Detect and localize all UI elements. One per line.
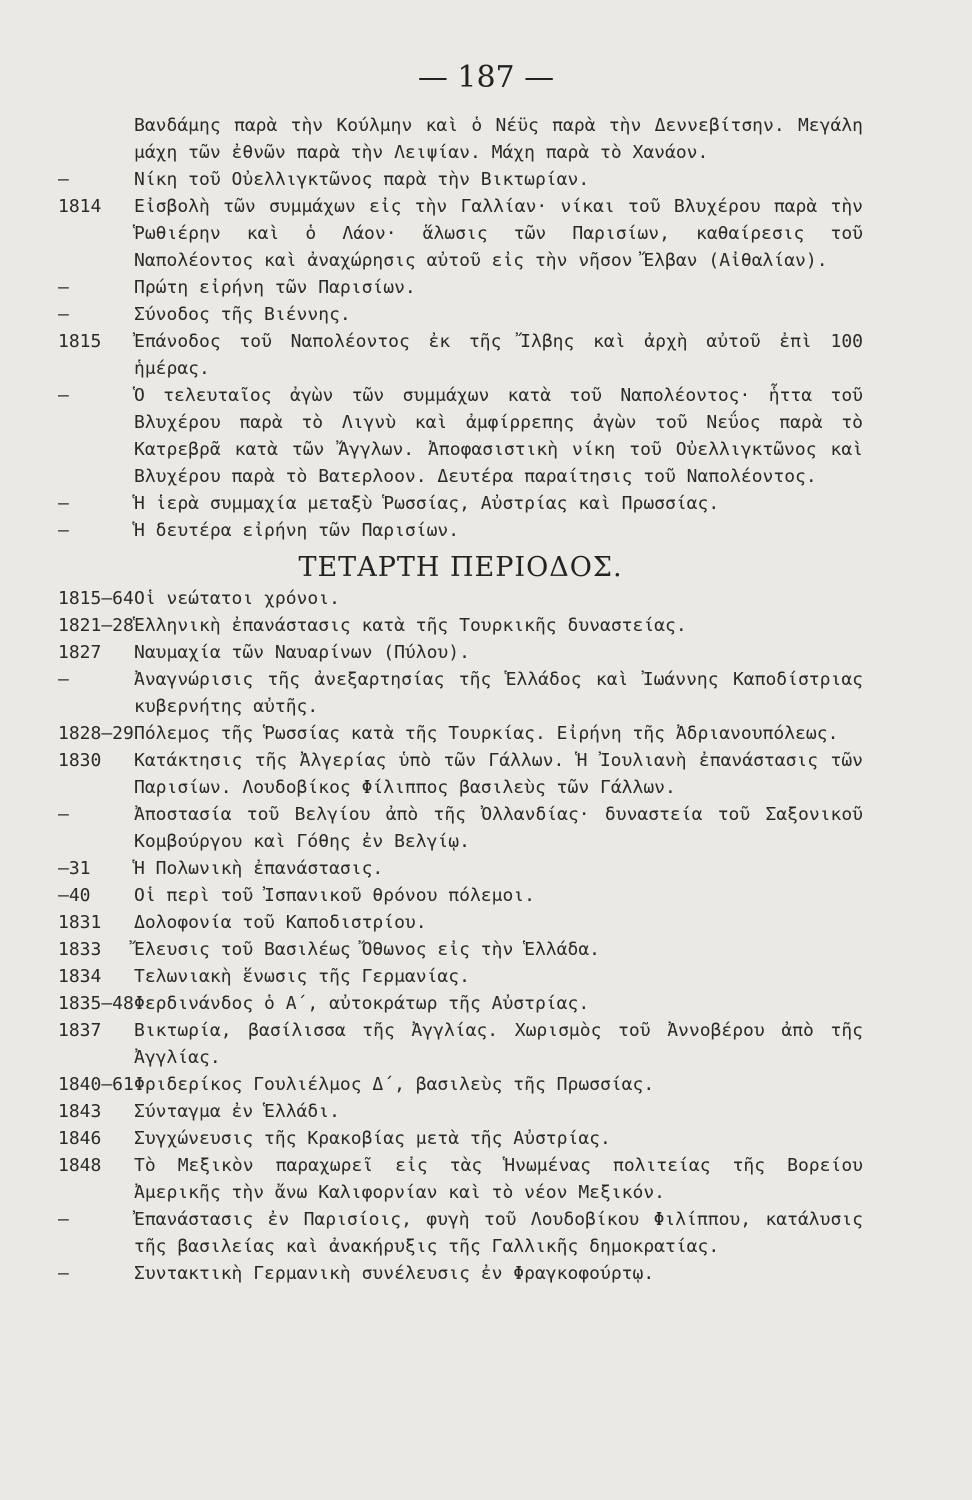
chronology-entry xyxy=(58,882,863,909)
entry-text: Βικτωρία, βασίλισσα τῆς Ἀγγλίας. Χωρισμὸς τοῦ Ἀννοβέρου ἀπὸ τῆς Ἀγγλίας. xyxy=(134,1020,863,1068)
entry-date: 1848 xyxy=(58,1155,102,1176)
entry-date: 1833 xyxy=(58,939,102,960)
entry-date: — xyxy=(58,169,69,190)
chronology-entry xyxy=(58,963,863,990)
entry-text: Συγχώνευσις τῆς Κρακοβίας μετὰ τῆς Αὐστρίας. xyxy=(134,1128,611,1149)
entry-text: Σύνοδος τῆς Βιέννης. xyxy=(134,304,351,325)
chronology-entry xyxy=(58,112,863,166)
entry-date: — xyxy=(58,304,69,325)
entry-date: — xyxy=(58,1263,69,1284)
entry-date: — xyxy=(58,1209,69,1230)
chronology-entry xyxy=(58,1125,863,1152)
entry-date: 1828—29 xyxy=(58,723,134,744)
entry-date: 1840—61 xyxy=(58,1074,134,1095)
entry-text: Οἱ νεώτατοι χρόνοι. xyxy=(134,588,340,609)
chronology-entry xyxy=(58,193,863,274)
entry-text: Κατάκτησις τῆς Ἀλγερίας ὑπὸ τῶν Γάλλων. Ἡ Ἰουλιανὴ ἐπανάστασις τῶν Παρισίων. Λουδοβίκος Φίλιππος βασιλεὺς τῶν Γάλλων. xyxy=(134,750,863,798)
chronology-entry xyxy=(58,274,863,301)
entry-date: 1835—48 xyxy=(58,993,134,1014)
entry-text: Πρώτη εἰρήνη τῶν Παρισίων. xyxy=(134,277,416,298)
entry-text: Ὁ τελευταῖος ἀγὼν τῶν συμμάχων κατὰ τοῦ Ναπολέοντος· ἧττα τοῦ Βλυχέρου παρὰ τὸ Λιγνὺ καὶ ἀμφίρρεπης ἀγὼν τοῦ Νεΰος παρὰ τὸ Κατρεβρᾶ κατὰ τῶν Ἄγγλων. Ἀποφασιστικὴ νίκη τοῦ Οὐελλιγκτῶνος καὶ Βλυχέρου παρὰ τὸ Βατερλοον. Δευτέρα παραίτησις τοῦ Ναπολέοντος. xyxy=(134,385,863,487)
entry-text: Ἡ ἱερὰ συμμαχία μεταξὺ Ῥωσσίας, Αὐστρίας καὶ Πρωσσίας. xyxy=(134,493,720,514)
entry-text: Ἐπάνοδος τοῦ Ναπολέοντος ἐκ τῆς Ἴλβης καὶ ἀρχὴ αὐτοῦ ἐπὶ 100 ἡμέρας. xyxy=(134,331,863,379)
entry-text: Τελωνιακὴ ἕνωσις τῆς Γερμανίας. xyxy=(134,966,470,987)
chronology-entry xyxy=(58,801,863,855)
chronology-entry xyxy=(58,666,863,720)
entry-text: Τὸ Μεξικὸν παραχωρεῖ εἰς τὰς Ἡνωμένας πολιτείας τῆς Βορείου Ἀμερικῆς τὴν ἄνω Καλιφορνίαν καὶ τὸ νέον Μεξικόν. xyxy=(134,1155,863,1203)
entry-text: Ναυμαχία τῶν Ναυαρίνων (Πύλου). xyxy=(134,642,470,663)
entry-date: 1846 xyxy=(58,1128,102,1149)
chronology-entry xyxy=(58,747,863,801)
entry-text: Δολοφονία τοῦ Καποδιστρίου. xyxy=(134,912,427,933)
entry-text: Νίκη τοῦ Οὐελλιγκτῶνος παρὰ τὴν Βικτωρίαν. xyxy=(134,169,590,190)
entry-text: Ἀποστασία τοῦ Βελγίου ἀπὸ τῆς Ὀλλανδίας· δυναστεία τοῦ Σαξονικοῦ Κομβούργου καὶ Γόθης ἐν Βελγίῳ. xyxy=(134,804,863,852)
page-number: — 187 — xyxy=(417,60,555,95)
entry-text: Σύνταγμα ἐν Ἑλλάδι. xyxy=(134,1101,340,1122)
chronology-list xyxy=(58,112,863,1287)
chronology-entry xyxy=(58,585,863,612)
entry-text: Φριδερίκος Γουλιέλμος Δ΄, βασιλεὺς τῆς Πρωσσίας. xyxy=(134,1074,655,1095)
chronology-entry xyxy=(58,639,863,666)
chronology-entry xyxy=(58,612,863,639)
chronology-part-one xyxy=(58,112,863,544)
entry-text: Ἔλευσις τοῦ Βασιλέως Ὄθωνος εἰς τὴν Ἑλλάδα. xyxy=(134,939,600,960)
entry-date: 1814 xyxy=(58,196,102,217)
entry-date: 1815—64 xyxy=(58,588,134,609)
chronology-entry xyxy=(58,1098,863,1125)
entry-text: Συντακτικὴ Γερμανικὴ συνέλευσις ἐν Φραγκοφούρτῳ. xyxy=(134,1263,655,1284)
chronology-entry xyxy=(58,855,863,882)
chronology-entry xyxy=(58,990,863,1017)
entry-text: Πόλεμος τῆς Ῥωσσίας κατὰ τῆς Τουρκίας. Εἰρήνη τῆς Ἀδριανουπόλεως. xyxy=(134,723,839,744)
chronology-entry xyxy=(58,328,863,382)
entry-date: 1834 xyxy=(58,966,102,987)
entry-date: — xyxy=(58,277,69,298)
entry-date: — xyxy=(58,385,69,406)
chronology-entry xyxy=(58,517,863,544)
entry-date: — xyxy=(58,520,69,541)
entry-date: 1843 xyxy=(58,1101,102,1122)
entry-text: Βανδάμης παρὰ τὴν Κούλμην καὶ ὁ Νέϋς παρὰ τὴν Δεννεβίτσην. Μεγάλη μάχη τῶν ἐθνῶν παρὰ τὴν Λειψίαν. Μάχη παρὰ τὸ Χανάον. xyxy=(134,115,863,163)
entry-text: Ἡ δευτέρα εἰρήνη τῶν Παρισίων. xyxy=(134,520,460,541)
entry-text: Ἑλληνικὴ ἐπανάστασις κατὰ τῆς Τουρκικῆς δυναστείας. xyxy=(134,615,687,636)
entry-date: 1831 xyxy=(58,912,102,933)
chronology-entry xyxy=(58,1071,863,1098)
chronology-entry xyxy=(58,1152,863,1206)
entry-date: 1837 xyxy=(58,1020,102,1041)
entry-date: 1821—28 xyxy=(58,615,134,636)
entry-date: — xyxy=(58,493,69,514)
chronology-entry xyxy=(58,720,863,747)
chronology-entry xyxy=(58,1206,863,1260)
entry-text: Ἡ Πολωνικὴ ἐπανάστασις. xyxy=(134,858,384,879)
entry-text: Ἀναγνώρισις τῆς ἀνεξαρτησίας τῆς Ἑλλάδος καὶ Ἰωάννης Καποδίστριας κυβερνήτης αὐτῆς. xyxy=(134,669,863,717)
entry-date: — xyxy=(58,804,69,825)
section-heading: ΤΕΤΑΡΤΗ ΠΕΡΙΟΔΟΣ. xyxy=(298,552,623,583)
chronology-entry xyxy=(58,301,863,328)
chronology-entry xyxy=(58,382,863,490)
chronology-entry xyxy=(58,936,863,963)
entry-date: 1815 xyxy=(58,331,102,352)
chronology-entry xyxy=(58,1260,863,1287)
chronology-entry xyxy=(58,1017,863,1071)
entry-date: 1827 xyxy=(58,642,102,663)
entry-date: —31 xyxy=(58,858,91,879)
entry-date: 1830 xyxy=(58,750,102,771)
entry-date: —40 xyxy=(58,885,91,906)
entry-text: Ἐπανάστασις ἐν Παρισίοις, φυγὴ τοῦ Λουδοβίκου Φιλίππου, κατάλυσις τῆς βασιλείας καὶ ἀνακήρυξις τῆς Γαλλικῆς δημοκρατίας. xyxy=(134,1209,863,1257)
entry-text: Φερδινάνδος ὁ Α΄, αὐτοκράτωρ τῆς Αὐστρίας. xyxy=(134,993,590,1014)
entry-text: Εἰσβολὴ τῶν συμμάχων εἰς τὴν Γαλλίαν· νίκαι τοῦ Βλυχέρου παρὰ τὴν Ῥωθιέρην καὶ ὁ Λάον· ἅλωσις τῶν Παρισίων, καθαίρεσις τοῦ Ναπολέοντος καὶ ἀναχώρησις αὐτοῦ εἰς τὴν νῆσον Ἔλβαν (Αἰθαλίαν). xyxy=(134,196,863,271)
entry-date: — xyxy=(58,669,69,690)
chronology-entry xyxy=(58,909,863,936)
chronology-part-two xyxy=(58,585,863,1287)
chronology-entry xyxy=(58,166,863,193)
chronology-entry xyxy=(58,490,863,517)
entry-text: Οἱ περὶ τοῦ Ἰσπανικοῦ θρόνου πόλεμοι. xyxy=(134,885,535,906)
